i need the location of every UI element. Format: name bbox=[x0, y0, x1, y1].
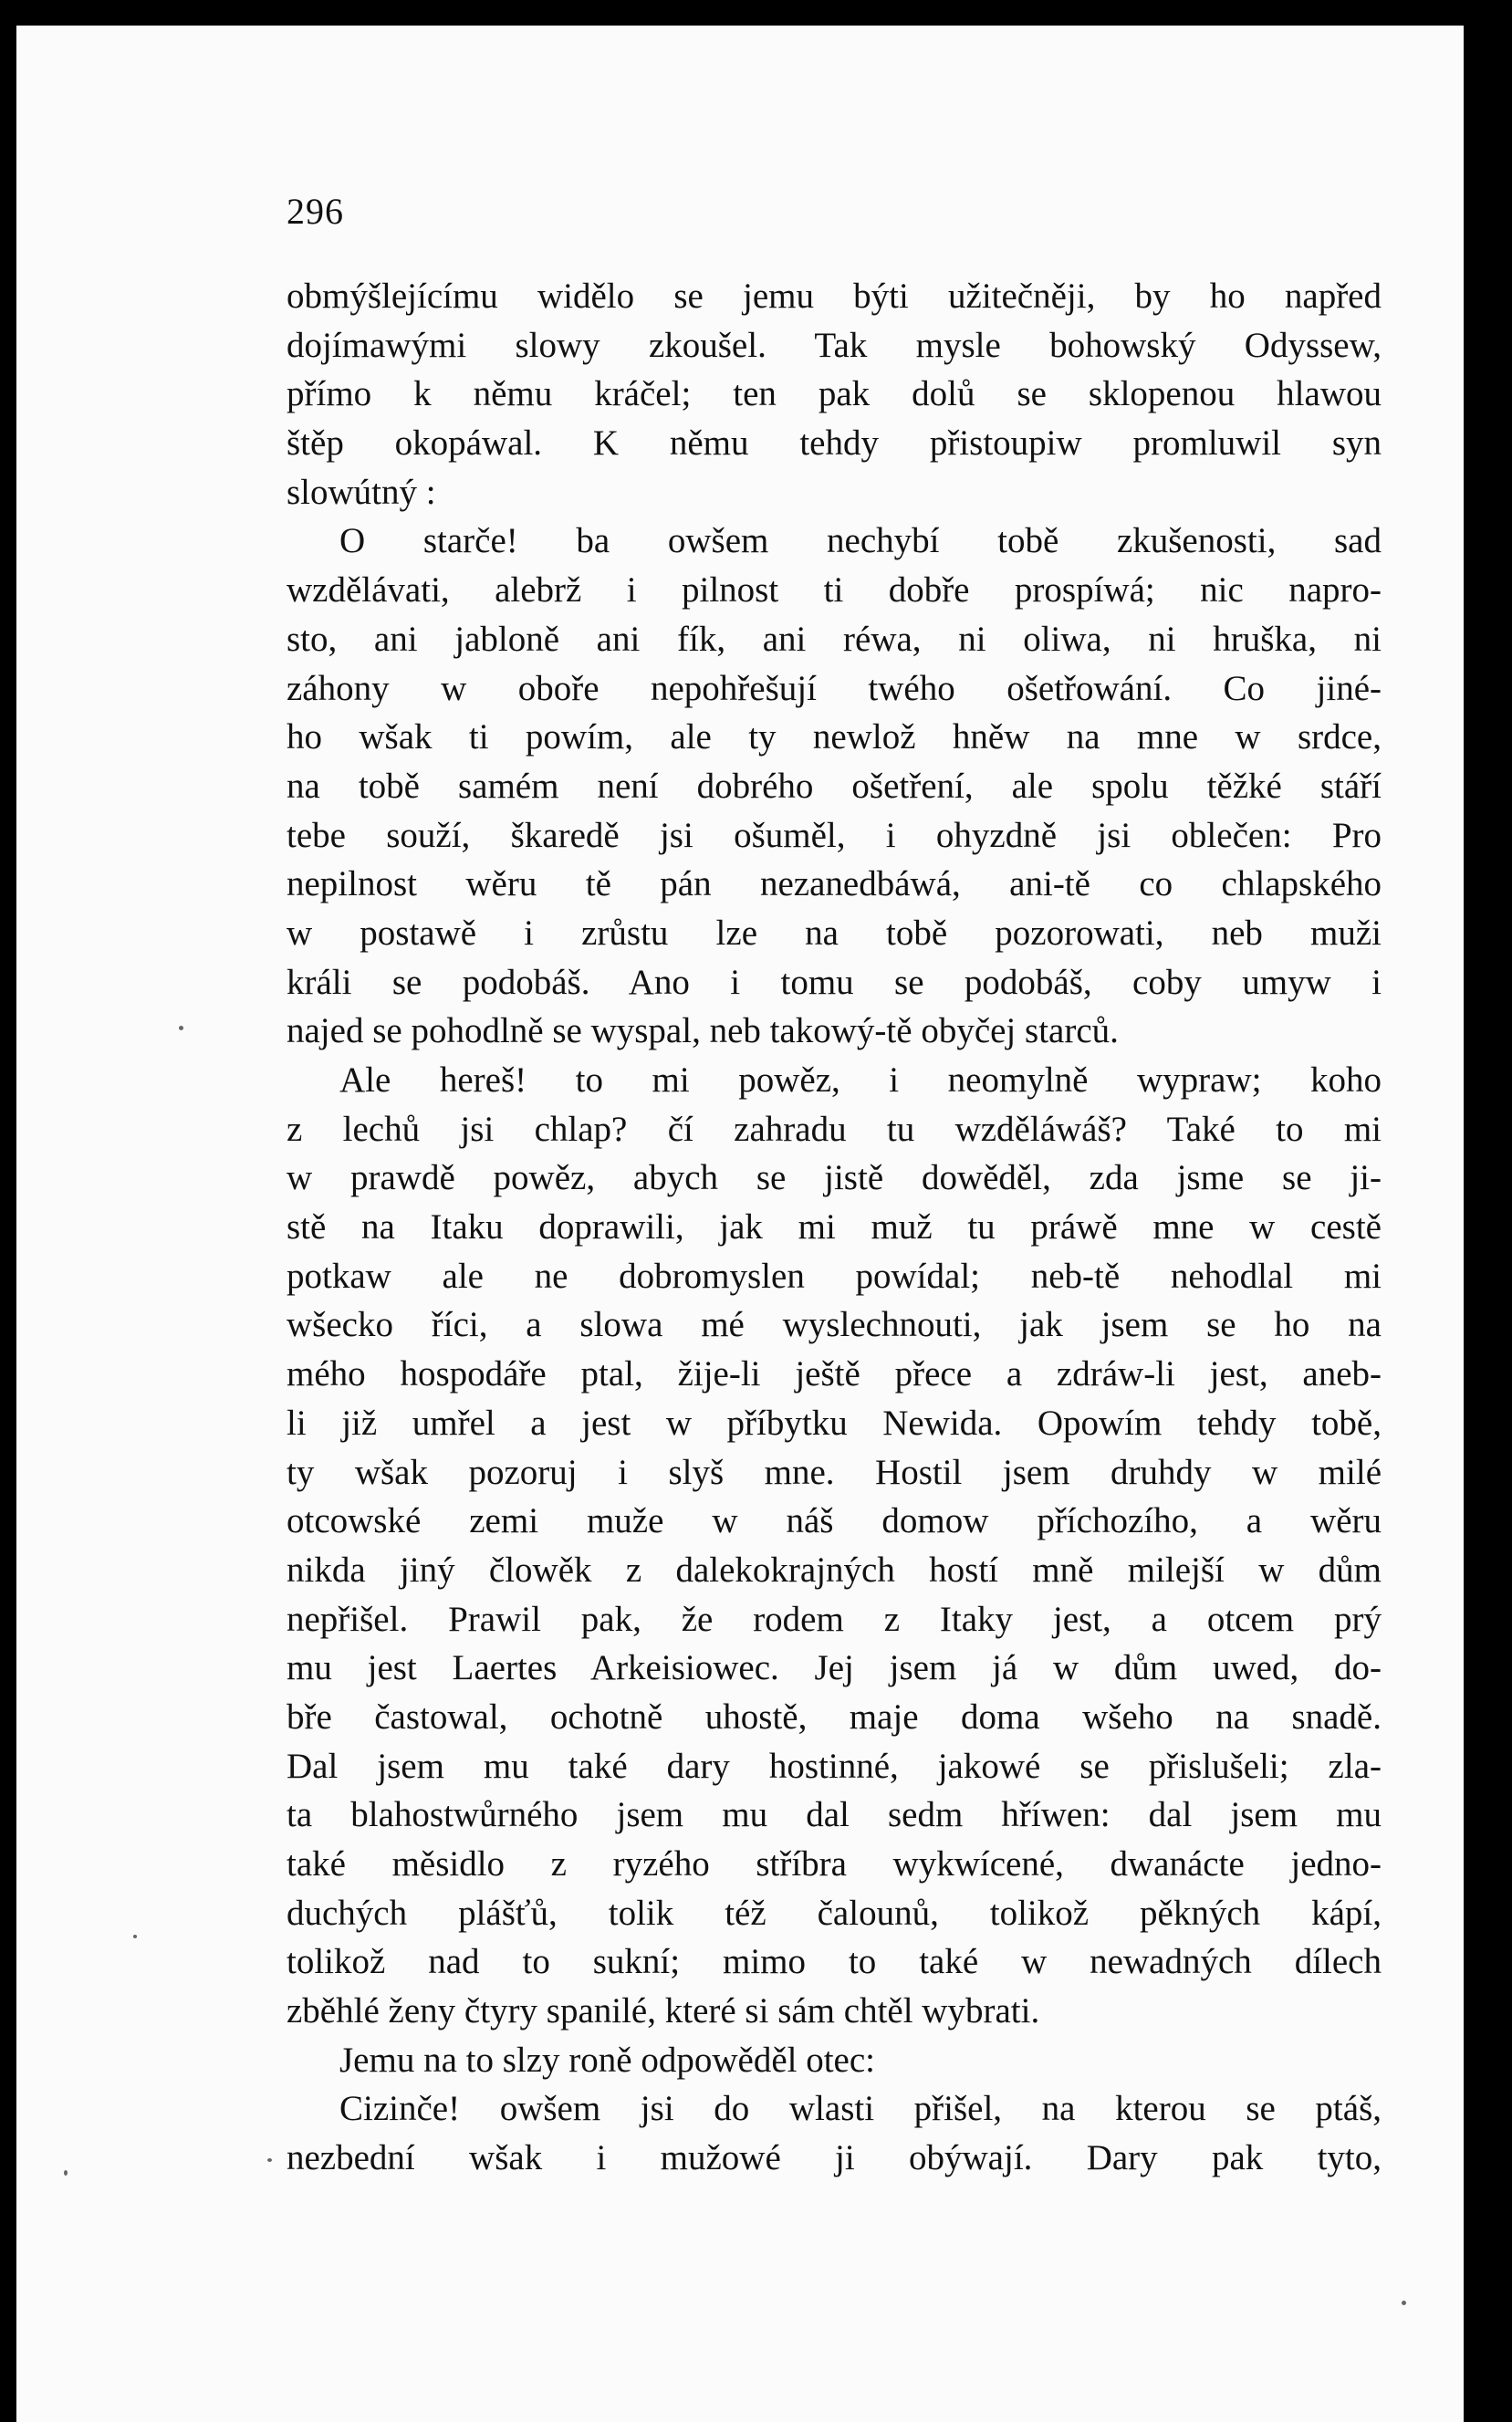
text-line: z lechů jsi chlap? čí zahradu tu wzděláwáš? Také to mi bbox=[287, 1109, 1382, 1149]
text-line: nepřišel. Prawil pak, že rodem z Itaky jest, a otcem prý bbox=[287, 1599, 1382, 1639]
dust-speck bbox=[1402, 2301, 1406, 2305]
text-line: O starče! ba owšem nechybí tobě zkušenosti, sad bbox=[339, 521, 1382, 561]
text-line: w prawdě powěz, abych se jistě dowěděl, zda jsme se ji- bbox=[287, 1158, 1382, 1198]
text-line: dojímawými slowy zkoušel. Tak mysle bohowský Odyssew, bbox=[287, 325, 1382, 365]
dust-speck bbox=[267, 2158, 272, 2162]
text-line: Ale hereš! to mi powěz, i neomylně wypraw; koho bbox=[339, 1060, 1382, 1100]
text-line: stě na Itaku doprawili, jak mi muž tu práwě mne w cestě bbox=[287, 1207, 1382, 1248]
text-line: přímo k němu kráčel; ten pak dolů se sklopenou hlawou bbox=[287, 374, 1382, 414]
text-line: slowútný : bbox=[287, 472, 436, 512]
text-line: obmýšlejícímu widělo se jemu býti užitečněji, by ho napřed bbox=[287, 277, 1382, 316]
text-line: bře častowal, ochotně uhostě, maje doma wšeho na snadě. bbox=[287, 1696, 1382, 1737]
text-line: sto, ani jabloně ani fík, ani réwa, ni oliwa, ni hruška, ni bbox=[287, 619, 1382, 659]
text-line: tolikož nad to sukní; mimo to také w newadných dílech bbox=[287, 1942, 1382, 1982]
text-line: mu jest Laertes Arkeisiowec. Jej jsem já w dům uwed, do- bbox=[287, 1648, 1382, 1688]
text-line: duchých plášťů, tolik též čalounů, tolikož pěkných kápí, bbox=[287, 1893, 1382, 1933]
text-line: mého hospodáře ptal, žije-li ještě přece a zdráw-li jest, aneb- bbox=[287, 1354, 1382, 1394]
text-body bbox=[287, 272, 1382, 2183]
text-line: nezbední wšak i mužowé ji obýwají. Dary pak tyto, bbox=[287, 2138, 1382, 2178]
text-line: králi se podobáš. Ano i tomu se podobáš, coby umyw i bbox=[287, 962, 1382, 1002]
text-line: li již umřel a jest w příbytku Newida. Opowím tehdy tobě, bbox=[287, 1403, 1382, 1443]
text-line: nepilnost wěru tě pán nezanedbáwá, ani-tě co chlapského bbox=[287, 864, 1382, 904]
text-line: Dal jsem mu také dary hostinné, jakowé se přislušeli; zla- bbox=[287, 1746, 1382, 1786]
text-line: také měsidlo z ryzého stříbra wykwícené, dwanácte jedno- bbox=[287, 1844, 1382, 1884]
text-line: tebe souží, škaredě jsi ošuměl, i ohyzdně jsi oblečen: Pro bbox=[287, 815, 1382, 855]
text-line: otcowské zemi muže w náš domow příchozího, a wěru bbox=[287, 1501, 1382, 1541]
text-line: štěp okopáwal. K němu tehdy přistoupiw promluwil syn bbox=[287, 423, 1382, 464]
text-line: ho wšak ti powím, ale ty newlož hněw na mne w srdce, bbox=[287, 717, 1382, 757]
text-line: Jemu na to slzy roně odpowěděl otec: bbox=[339, 2040, 875, 2080]
text-line: w postawě i zrůstu lze na tobě pozorowati, neb muži bbox=[287, 913, 1382, 953]
text-line: nikda jiný člowěk z dalekokrajných hostí mně milejší w dům bbox=[287, 1550, 1382, 1590]
text-line: záhony w oboře nepohřešují twého ošetřowání. Co jiné- bbox=[287, 668, 1382, 708]
book-page bbox=[16, 26, 1464, 2422]
scan-border bbox=[1464, 0, 1512, 2422]
text-line: na tobě samém není dobrého ošetření, ale spolu těžké stáří bbox=[287, 766, 1382, 806]
dust-speck bbox=[133, 1935, 137, 1938]
text-line: ty wšak pozoruj i slyš mne. Hostil jsem druhdy w milé bbox=[287, 1452, 1382, 1492]
text-line: potkaw ale ne dobromyslen powídal; neb-tě nehodlal mi bbox=[287, 1256, 1382, 1296]
text-line: wšecko říci, a slowa mé wyslechnouti, jak jsem se ho na bbox=[287, 1305, 1382, 1345]
dust-speck bbox=[64, 2170, 68, 2176]
text-line: zběhlé ženy čtyry spanilé, které si sám chtěl wybrati. bbox=[287, 1991, 1040, 2031]
dust-speck bbox=[179, 1026, 183, 1030]
text-line: wzdělávati, alebrž i pilnost ti dobře prospíwá; nic napro- bbox=[287, 570, 1382, 611]
text-line: Cizinče! owšem jsi do wlasti přišel, na kterou se ptáš, bbox=[339, 2089, 1382, 2129]
page-number: 296 bbox=[287, 191, 344, 232]
text-line: najed se pohodlně se wyspal, neb takowý-tě obyčej starců. bbox=[287, 1011, 1119, 1051]
text-line: ta blahostwůrného jsem mu dal sedm hříwen: dal jsem mu bbox=[287, 1795, 1382, 1835]
